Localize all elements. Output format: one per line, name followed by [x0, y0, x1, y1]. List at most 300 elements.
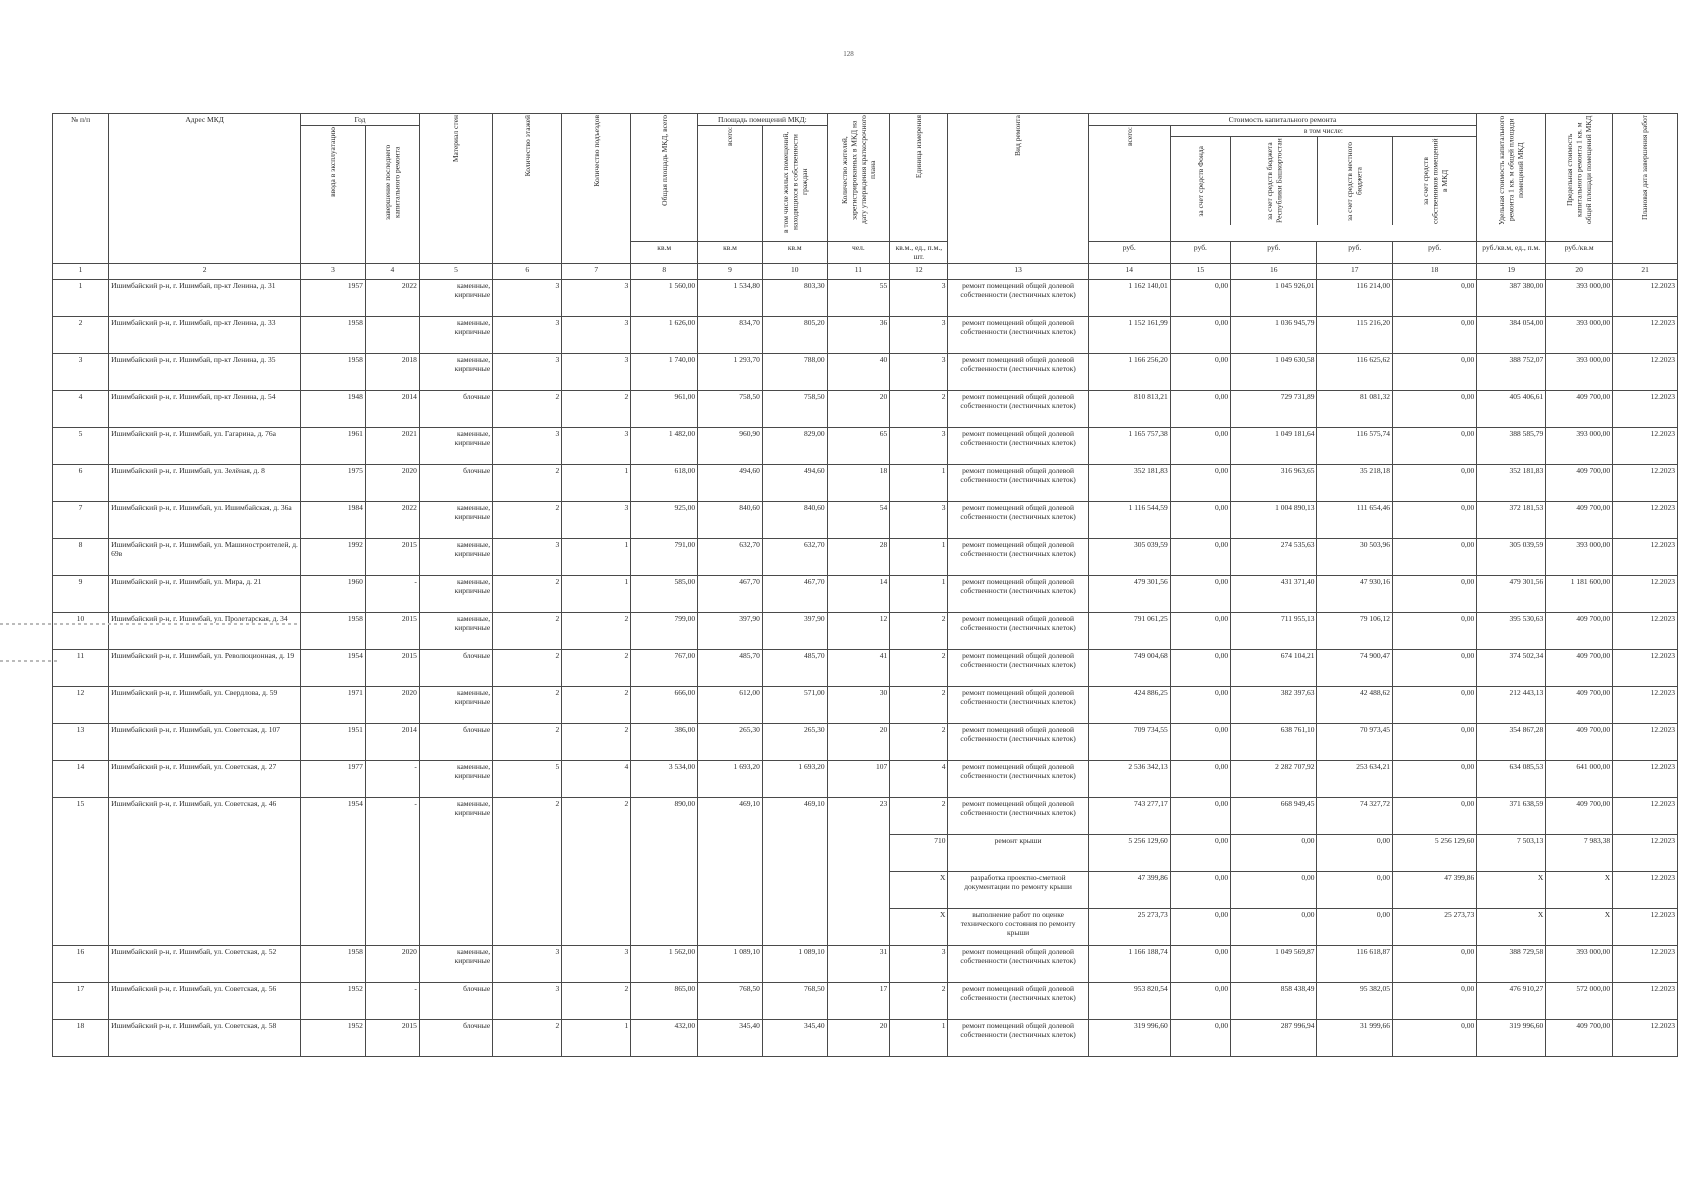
cell-y2: -	[365, 760, 419, 797]
cell-n: 16	[53, 945, 109, 982]
cell-d: 12.2023	[1613, 316, 1678, 353]
header-area-group: Площадь помещений МКД:	[698, 114, 827, 126]
cell-c4: 115 216,20	[1317, 316, 1393, 353]
cell-y2: 2014	[365, 390, 419, 427]
cell-c3: 0,00	[1231, 908, 1317, 945]
cell-c2: 0,00	[1170, 945, 1230, 982]
cell-u: 1	[890, 575, 948, 612]
cell-fl: 2	[493, 797, 562, 945]
table-row	[53, 982, 1678, 1019]
cell-mat: блочные	[419, 1019, 492, 1056]
cell-y2: -	[365, 982, 419, 1019]
cell-n: 6	[53, 464, 109, 501]
cell-uc: 384 054,00	[1477, 316, 1546, 353]
cell-w: ремонт помещений общей долевой собственности (лестничных клеток)	[948, 427, 1088, 464]
cell-mc: 393 000,00	[1546, 316, 1613, 353]
cell-c2: 0,00	[1170, 1019, 1230, 1056]
cell-c5: 0,00	[1392, 316, 1476, 353]
header-work-type: Вид ремонта	[948, 114, 1088, 264]
column-number: 4	[365, 263, 419, 279]
cell-c5: 0,00	[1392, 1019, 1476, 1056]
cell-c2: 0,00	[1170, 316, 1230, 353]
header-row-1	[53, 114, 1678, 126]
cell-mc: X	[1546, 871, 1613, 908]
cell-en: 2	[562, 612, 631, 649]
cell-y2: 2022	[365, 501, 419, 538]
cell-y2: 2015	[365, 538, 419, 575]
cell-en: 2	[562, 686, 631, 723]
column-number: 2	[109, 263, 301, 279]
cell-w: ремонт помещений общей долевой собственности (лестничных клеток)	[948, 316, 1088, 353]
cell-c5: 0,00	[1392, 353, 1476, 390]
cell-d: 12.2023	[1613, 945, 1678, 982]
cell-y2: 2021	[365, 427, 419, 464]
cell-u: 2	[890, 612, 948, 649]
cell-c4: 116 575,74	[1317, 427, 1393, 464]
cell-n: 17	[53, 982, 109, 1019]
cell-addr: Ишимбайский р-н, г. Ишимбай, ул. Свердлова, д. 59	[109, 686, 301, 723]
cell-c5: 0,00	[1392, 575, 1476, 612]
header-cost-owners: за счет средств собственников помещений в МКД	[1420, 138, 1449, 225]
cell-uc: 374 502,34	[1477, 649, 1546, 686]
cell-uc: 634 085,53	[1477, 760, 1546, 797]
cell-y2: 2020	[365, 945, 419, 982]
cell-c4: 116 618,87	[1317, 945, 1393, 982]
cell-fl: 2	[493, 575, 562, 612]
cell-a1: 1 562,00	[631, 945, 698, 982]
header-cost-local: за счет средств местного бюджета	[1318, 137, 1394, 225]
cell-u: 3	[890, 353, 948, 390]
cell-y1: 1960	[301, 575, 366, 612]
cell-a1: 3 534,00	[631, 760, 698, 797]
cell-addr: Ишимбайский р-н, г. Ишимбай, ул. Советская, д. 27	[109, 760, 301, 797]
cell-c3: 858 438,49	[1231, 982, 1317, 1019]
cell-u: 710	[890, 834, 948, 871]
cell-w: ремонт помещений общей долевой собственности (лестничных клеток)	[948, 1019, 1088, 1056]
cell-a3: 768,50	[762, 982, 827, 1019]
header-cost-total: всего:	[1088, 126, 1170, 241]
cell-u: 3	[890, 945, 948, 982]
cell-c2: 0,00	[1170, 501, 1230, 538]
cell-c4: 31 999,66	[1317, 1019, 1393, 1056]
cell-w: ремонт помещений общей долевой собственности (лестничных клеток)	[948, 501, 1088, 538]
cell-d: 12.2023	[1613, 538, 1678, 575]
header-num: № п/п	[53, 114, 109, 264]
cell-uc: 372 181,53	[1477, 501, 1546, 538]
column-number: 15	[1170, 263, 1230, 279]
cell-a1: 1 560,00	[631, 279, 698, 316]
cell-y1: 1954	[301, 649, 366, 686]
cell-w: ремонт помещений общей долевой собственности (лестничных клеток)	[948, 538, 1088, 575]
cell-u: X	[890, 871, 948, 908]
cell-w: ремонт помещений общей долевой собственности (лестничных клеток)	[948, 723, 1088, 760]
unit-cell: руб./кв.м, ед., п.м.	[1477, 241, 1546, 263]
cell-y1: 1984	[301, 501, 366, 538]
cell-addr: Ишимбайский р-н, г. Ишимбай, ул. Советская, д. 58	[109, 1019, 301, 1056]
cell-y1: 1958	[301, 353, 366, 390]
cell-c4: 70 973,45	[1317, 723, 1393, 760]
cell-c1: 749 004,68	[1088, 649, 1170, 686]
table-row	[53, 686, 1678, 723]
cell-a3: 805,20	[762, 316, 827, 353]
cell-uc: 352 181,83	[1477, 464, 1546, 501]
cell-en: 1	[562, 464, 631, 501]
cell-c3: 1 049 569,87	[1231, 945, 1317, 982]
cell-c4: 81 081,32	[1317, 390, 1393, 427]
cell-a3: 265,30	[762, 723, 827, 760]
cell-c2: 0,00	[1170, 464, 1230, 501]
cell-uc: 371 638,59	[1477, 797, 1546, 834]
cell-en: 1	[562, 575, 631, 612]
cell-c5: 0,00	[1392, 760, 1476, 797]
cell-w: ремонт помещений общей долевой собственности (лестничных клеток)	[948, 797, 1088, 834]
cell-en: 4	[562, 760, 631, 797]
cell-n: 10	[53, 612, 109, 649]
cell-c3: 382 397,63	[1231, 686, 1317, 723]
cell-addr: Ишимбайский р-н, г. Ишимбай, ул. Машиностроителей, д. 69в	[109, 538, 301, 575]
cell-c1: 1 162 140,01	[1088, 279, 1170, 316]
header-max-cost: Предельная стоимость капитального ремонта 1 кв. м общей площади помещений МКД	[1546, 114, 1613, 242]
cell-c1: 743 277,17	[1088, 797, 1170, 834]
cell-u: 3	[890, 279, 948, 316]
cell-mat: каменные, кирпичные	[419, 575, 492, 612]
cell-d: 12.2023	[1613, 797, 1678, 834]
cell-c5: 0,00	[1392, 464, 1476, 501]
cell-n: 14	[53, 760, 109, 797]
cell-y1: 1957	[301, 279, 366, 316]
cell-d: 12.2023	[1613, 575, 1678, 612]
cell-a2: 485,70	[698, 649, 763, 686]
cell-mat: каменные, кирпичные	[419, 686, 492, 723]
cell-a2: 345,40	[698, 1019, 763, 1056]
page-number: 128	[843, 50, 854, 58]
cell-a1: 865,00	[631, 982, 698, 1019]
header-floors: Количество этажей	[493, 114, 562, 264]
cell-a2: 1 293,70	[698, 353, 763, 390]
scan-artifact	[0, 660, 60, 662]
cell-d: 12.2023	[1613, 649, 1678, 686]
cell-c4: 42 488,62	[1317, 686, 1393, 723]
cell-c2: 0,00	[1170, 353, 1230, 390]
table-row	[53, 279, 1678, 316]
cell-c4: 47 930,16	[1317, 575, 1393, 612]
cell-c4: 116 625,62	[1317, 353, 1393, 390]
cell-en: 3	[562, 945, 631, 982]
cell-c1: 47 399,86	[1088, 871, 1170, 908]
cell-mc: X	[1546, 908, 1613, 945]
cell-w: ремонт помещений общей долевой собственности (лестничных клеток)	[948, 982, 1088, 1019]
table-row	[53, 649, 1678, 686]
cell-y2: -	[365, 797, 419, 945]
cell-uc: 405 406,61	[1477, 390, 1546, 427]
repair-plan-table	[52, 113, 1678, 1057]
cell-c2: 0,00	[1170, 390, 1230, 427]
cell-fl: 3	[493, 982, 562, 1019]
unit-cell: руб.	[1392, 241, 1476, 263]
unit-cell: руб.	[1088, 241, 1170, 263]
cell-u: 3	[890, 316, 948, 353]
cell-en: 1	[562, 1019, 631, 1056]
header-unit: Единица измерения	[890, 114, 948, 242]
cell-u: 2	[890, 723, 948, 760]
cell-c3: 1 036 945,79	[1231, 316, 1317, 353]
unit-cell: кв.м	[631, 241, 698, 263]
cell-a3: 467,70	[762, 575, 827, 612]
unit-cell: кв.м	[698, 241, 763, 263]
cell-n: 8	[53, 538, 109, 575]
cell-fl: 3	[493, 279, 562, 316]
header-entrances: Количество подъездов	[562, 114, 631, 264]
cell-fl: 3	[493, 353, 562, 390]
unit-cell: кв.м	[762, 241, 827, 263]
cell-a1: 961,00	[631, 390, 698, 427]
cell-uc: 212 443,13	[1477, 686, 1546, 723]
cell-d: 12.2023	[1613, 871, 1678, 908]
cell-n: 1	[53, 279, 109, 316]
cell-c5: 25 273,73	[1392, 908, 1476, 945]
cell-a2: 632,70	[698, 538, 763, 575]
cell-uc: 7 503,13	[1477, 834, 1546, 871]
cell-a1: 925,00	[631, 501, 698, 538]
unit-cell: руб./кв.м	[1546, 241, 1613, 263]
table-row	[53, 797, 1678, 834]
cell-c4: 116 214,00	[1317, 279, 1393, 316]
cell-addr: Ишимбайский р-н, г. Ишимбай, ул. Советская, д. 56	[109, 982, 301, 1019]
cell-a1: 890,00	[631, 797, 698, 945]
cell-a2: 758,50	[698, 390, 763, 427]
cell-c1: 1 152 161,99	[1088, 316, 1170, 353]
header-year-commission: ввода в эксплуатацию	[301, 126, 366, 263]
cell-c4: 30 503,96	[1317, 538, 1393, 575]
cell-mc: 393 000,00	[1546, 353, 1613, 390]
cell-fl: 2	[493, 1019, 562, 1056]
cell-c5: 0,00	[1392, 279, 1476, 316]
column-number: 3	[301, 263, 366, 279]
cell-mc: 409 700,00	[1546, 612, 1613, 649]
cell-n: 4	[53, 390, 109, 427]
cell-addr: Ишимбайский р-н, г. Ишимбай, ул. Ишимбайская, д. 36а	[109, 501, 301, 538]
column-number: 6	[493, 263, 562, 279]
cell-c2: 0,00	[1170, 908, 1230, 945]
cell-fl: 2	[493, 612, 562, 649]
cell-addr: Ишимбайский р-н, г. Ишимбай, ул. Советская, д. 52	[109, 945, 301, 982]
cell-c3: 638 761,10	[1231, 723, 1317, 760]
cell-mc: 409 700,00	[1546, 797, 1613, 834]
cell-mc: 1 181 600,00	[1546, 575, 1613, 612]
cell-c5: 0,00	[1392, 982, 1476, 1019]
cell-mat: блочные	[419, 649, 492, 686]
cell-c1: 25 273,73	[1088, 908, 1170, 945]
header-incl-block	[1170, 126, 1476, 241]
cell-mc: 393 000,00	[1546, 279, 1613, 316]
unit-cell: руб.	[1170, 241, 1230, 263]
unit-cell: кв.м., ед., п.м., шт.	[890, 241, 948, 263]
cell-y1: 1951	[301, 723, 366, 760]
cell-mat: каменные, кирпичные	[419, 797, 492, 945]
cell-fl: 3	[493, 945, 562, 982]
cell-c4: 111 654,46	[1317, 501, 1393, 538]
cell-res: 30	[827, 686, 890, 723]
table-row	[53, 612, 1678, 649]
column-number: 14	[1088, 263, 1170, 279]
cell-a1: 618,00	[631, 464, 698, 501]
cell-mc: 409 700,00	[1546, 1019, 1613, 1056]
cell-w: ремонт помещений общей долевой собственности (лестничных клеток)	[948, 686, 1088, 723]
column-number: 21	[1613, 263, 1678, 279]
cell-a2: 494,60	[698, 464, 763, 501]
cell-mc: 641 000,00	[1546, 760, 1613, 797]
cell-uc: 388 729,58	[1477, 945, 1546, 982]
cell-a1: 432,00	[631, 1019, 698, 1056]
cell-c5: 0,00	[1392, 945, 1476, 982]
cell-y1: 1952	[301, 982, 366, 1019]
cell-y1: 1971	[301, 686, 366, 723]
cell-fl: 3	[493, 538, 562, 575]
cell-c5: 0,00	[1392, 723, 1476, 760]
cell-d: 12.2023	[1613, 723, 1678, 760]
cell-c4: 0,00	[1317, 871, 1393, 908]
cell-res: 40	[827, 353, 890, 390]
cell-c5: 0,00	[1392, 612, 1476, 649]
cell-uc: 354 867,28	[1477, 723, 1546, 760]
cell-w: выполнение работ по оценке технического состояния по ремонту крыши	[948, 908, 1088, 945]
table-row	[53, 427, 1678, 464]
cell-res: 28	[827, 538, 890, 575]
cell-w: ремонт помещений общей долевой собственности (лестничных клеток)	[948, 279, 1088, 316]
cell-mat: блочные	[419, 982, 492, 1019]
cell-addr: Ишимбайский р-н, г. Ишимбай, ул. Гагарина, д. 76а	[109, 427, 301, 464]
cell-n: 5	[53, 427, 109, 464]
cell-d: 12.2023	[1613, 1019, 1678, 1056]
cell-u: 2	[890, 686, 948, 723]
table-row	[53, 945, 1678, 982]
cell-a3: 788,00	[762, 353, 827, 390]
cell-y1: 1977	[301, 760, 366, 797]
cell-y2: 2015	[365, 1019, 419, 1056]
cell-y2: 2014	[365, 723, 419, 760]
cell-u: 2	[890, 982, 948, 1019]
cell-y2: 2020	[365, 464, 419, 501]
table-row	[53, 464, 1678, 501]
cell-c5: 0,00	[1392, 649, 1476, 686]
header-year-group: Год	[301, 114, 420, 126]
cell-a3: 803,30	[762, 279, 827, 316]
column-number: 11	[827, 263, 890, 279]
cell-fl: 2	[493, 686, 562, 723]
cell-u: 2	[890, 390, 948, 427]
cell-w: ремонт помещений общей долевой собственности (лестничных клеток)	[948, 760, 1088, 797]
table-row	[53, 501, 1678, 538]
cell-w: ремонт помещений общей долевой собственности (лестничных клеток)	[948, 649, 1088, 686]
cell-c2: 0,00	[1170, 760, 1230, 797]
cell-en: 1	[562, 538, 631, 575]
cell-n: 2	[53, 316, 109, 353]
cell-mc: 393 000,00	[1546, 945, 1613, 982]
table-row	[53, 723, 1678, 760]
cell-mat: каменные, кирпичные	[419, 316, 492, 353]
cell-y1: 1975	[301, 464, 366, 501]
cell-en: 2	[562, 797, 631, 945]
cell-c1: 5 256 129,60	[1088, 834, 1170, 871]
cell-c3: 316 963,65	[1231, 464, 1317, 501]
cell-a3: 1 089,10	[762, 945, 827, 982]
cell-mc: 409 700,00	[1546, 501, 1613, 538]
cell-d: 12.2023	[1613, 464, 1678, 501]
column-number: 19	[1477, 263, 1546, 279]
unit-cell: руб.	[1317, 241, 1393, 263]
cell-a1: 585,00	[631, 575, 698, 612]
cell-w: ремонт помещений общей долевой собственности (лестничных клеток)	[948, 612, 1088, 649]
cell-addr: Ишимбайский р-н, г. Ишимбай, ул. Пролетарская, д. 34	[109, 612, 301, 649]
cell-n: 9	[53, 575, 109, 612]
cell-c5: 0,00	[1392, 686, 1476, 723]
cell-uc: 305 039,59	[1477, 538, 1546, 575]
cell-y1: 1948	[301, 390, 366, 427]
cell-a1: 799,00	[631, 612, 698, 649]
cell-y2: 2020	[365, 686, 419, 723]
cell-d: 12.2023	[1613, 279, 1678, 316]
header-cost-group: Стоимость капитального ремонта	[1088, 114, 1476, 126]
cell-mat: каменные, кирпичные	[419, 279, 492, 316]
cell-a2: 1 089,10	[698, 945, 763, 982]
table-row	[53, 538, 1678, 575]
cell-a3: 840,60	[762, 501, 827, 538]
cell-u: 4	[890, 760, 948, 797]
cell-en: 3	[562, 279, 631, 316]
cell-c3: 674 104,21	[1231, 649, 1317, 686]
cell-addr: Ишимбайский р-н, г. Ишимбай, ул. Революционная, д. 19	[109, 649, 301, 686]
header-year-last-repair: завершение последнего капитального ремонта	[365, 126, 419, 263]
cell-mc: 409 700,00	[1546, 390, 1613, 427]
cell-w: ремонт помещений общей долевой собственности (лестничных клеток)	[948, 353, 1088, 390]
cell-u: 1	[890, 1019, 948, 1056]
cell-a3: 485,70	[762, 649, 827, 686]
cell-u: 2	[890, 649, 948, 686]
cell-c2: 0,00	[1170, 575, 1230, 612]
cell-c1: 319 996,60	[1088, 1019, 1170, 1056]
column-number: 7	[562, 263, 631, 279]
cell-a1: 386,00	[631, 723, 698, 760]
cell-mc: 393 000,00	[1546, 427, 1613, 464]
cell-uc: 387 380,00	[1477, 279, 1546, 316]
cell-uc: 479 301,56	[1477, 575, 1546, 612]
cell-fl: 2	[493, 390, 562, 427]
cell-a3: 469,10	[762, 797, 827, 945]
cell-addr: Ишимбайский р-н, г. Ишимбай, пр-кт Ленина, д. 33	[109, 316, 301, 353]
column-number: 18	[1392, 263, 1476, 279]
header-deadline: Плановая дата завершения работ	[1613, 114, 1678, 264]
cell-c5: 0,00	[1392, 501, 1476, 538]
cell-a3: 345,40	[762, 1019, 827, 1056]
cell-mat: каменные, кирпичные	[419, 760, 492, 797]
cell-mat: каменные, кирпичные	[419, 501, 492, 538]
cell-c1: 1 165 757,38	[1088, 427, 1170, 464]
cell-c5: 0,00	[1392, 538, 1476, 575]
cell-n: 12	[53, 686, 109, 723]
cell-c3: 729 731,89	[1231, 390, 1317, 427]
cell-c3: 1 049 181,64	[1231, 427, 1317, 464]
cell-mat: блочные	[419, 464, 492, 501]
cell-a2: 397,90	[698, 612, 763, 649]
cell-addr: Ишимбайский р-н, г. Ишимбай, пр-кт Ленина, д. 31	[109, 279, 301, 316]
cell-u: 1	[890, 538, 948, 575]
cell-w: разработка проектно-сметной документации по ремонту крыши	[948, 871, 1088, 908]
table-row	[53, 316, 1678, 353]
cell-c2: 0,00	[1170, 686, 1230, 723]
cell-a3: 758,50	[762, 390, 827, 427]
cell-c3: 0,00	[1231, 871, 1317, 908]
header-residents: Количество жителей, зарегистрированных в МКД на дату утверждения краткосрочного плана	[827, 114, 890, 242]
